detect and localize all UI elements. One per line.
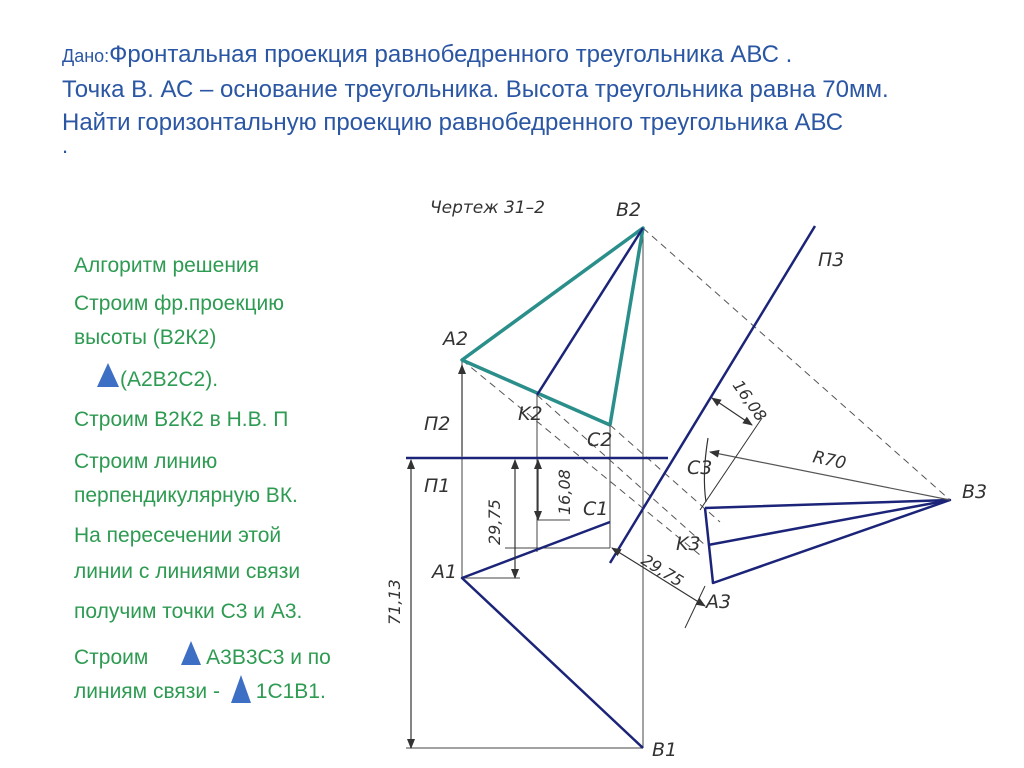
step-5a: Строим — [74, 646, 149, 669]
label-c1: C1 — [583, 498, 609, 520]
algorithm-title: Алгоритм решения — [74, 254, 260, 277]
given-label: Дано: — [62, 46, 110, 66]
dim-r70: R70 — [810, 447, 848, 474]
step-1b: высоты (В2К2) — [74, 326, 217, 349]
problem-line-2: Точка В. АС – основание треугольника. Высота треугольника равна 70мм. — [62, 76, 889, 103]
step-6a: линиям связи - — [74, 680, 220, 703]
label-a2: A2 — [443, 328, 469, 350]
triangle-a3b3c3 — [705, 500, 950, 583]
label-b3: B3 — [962, 481, 988, 503]
step-3a: Строим линию — [74, 450, 218, 473]
step-4c: получим точки С3 и А3. — [74, 600, 303, 623]
dim-1608-top: 16,08 — [728, 376, 771, 425]
axis-p3 — [610, 226, 815, 563]
label-p3: П3 — [818, 249, 845, 271]
label-c3: C3 — [687, 457, 713, 479]
step-1a: Строим фр.проекцию — [74, 292, 285, 315]
triangle-a2b2c2 — [462, 228, 643, 425]
triangle-a1b1c1 — [462, 522, 643, 748]
step-4b: линии с линиями связи — [74, 560, 301, 583]
drawing-title: Чертеж 31–2 — [430, 198, 545, 218]
step-1c: (А2В2С2). — [120, 368, 219, 391]
dim-ext-2975-a — [685, 586, 705, 628]
label-a3: A3 — [706, 591, 732, 613]
step-2: Строим В2К2 в Н.В. П — [74, 408, 289, 431]
label-k3: K3 — [676, 533, 701, 555]
label-b2: B2 — [616, 199, 642, 221]
step-4a: На пересечении этой — [74, 524, 282, 547]
dim-7113: 71,13 — [385, 579, 404, 625]
dim-1608-left: 16,08 — [555, 469, 574, 515]
step-6b: 1С1В1. — [255, 680, 326, 703]
label-p1: П1 — [424, 475, 451, 497]
step-5b: А3В3С3 и по — [206, 646, 331, 669]
label-c2: C2 — [587, 429, 613, 451]
label-k2: K2 — [518, 403, 543, 425]
height-b2k2 — [537, 228, 643, 395]
label-a1: A1 — [432, 561, 458, 583]
dim-2975-right: 29,75 — [637, 550, 687, 591]
problem-line-3: Найти горизонтальную проекцию равнобедренного треугольника АВС — [62, 109, 844, 136]
dim-2975-left: 29,75 — [485, 499, 504, 545]
problem-line-4: . — [62, 133, 69, 158]
label-b1: B1 — [652, 739, 678, 761]
label-p2: П2 — [424, 413, 451, 435]
problem-line-1: Фронтальная проекция равнобедренного треугольника АВС . — [109, 41, 793, 68]
step-3b: перпендикулярную ВК. — [74, 484, 298, 507]
